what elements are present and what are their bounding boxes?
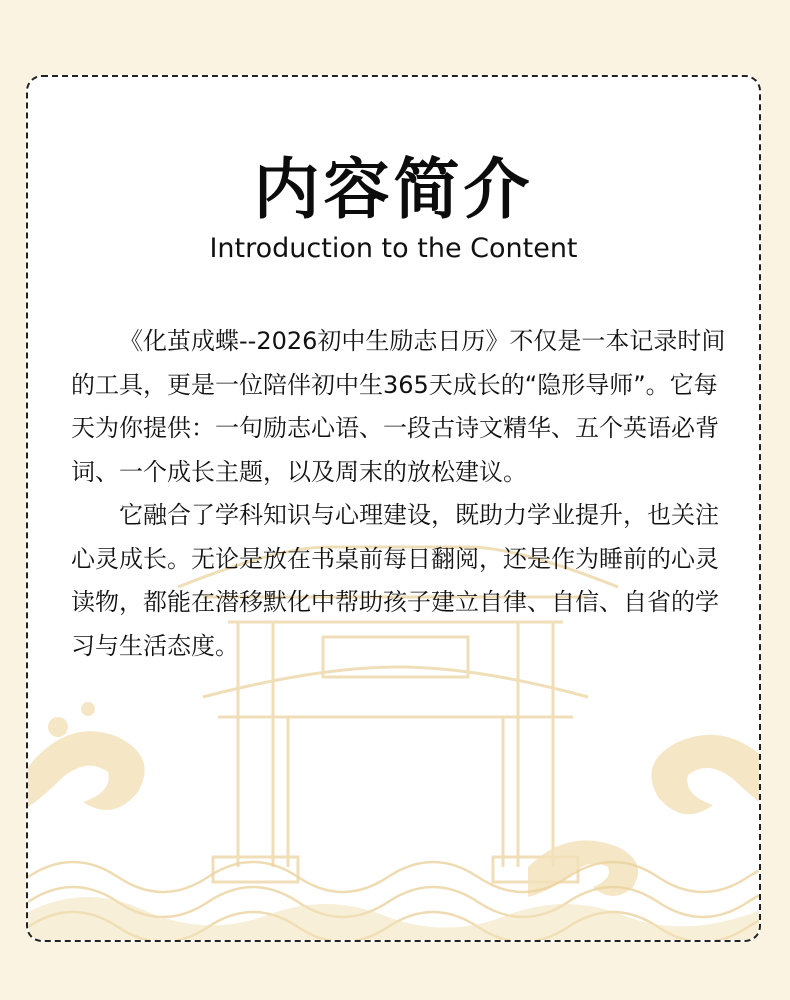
page-title: 内容简介 — [253, 151, 534, 228]
content-card — [26, 75, 761, 942]
page-subtitle: Introduction to the Content — [209, 233, 578, 264]
intro-text — [71, 320, 731, 668]
intro-paragraph-1: 《化茧成蝶--2026初中生励志日历》不仅是一本记录时间的工具，更是一位陪伴初中生365天成长的“隐形导师”。它每天为你提供：一句励志心语、一段古诗文精华、五个英语必背词、一个成长主题，以及周末的放松建议。 — [71, 327, 726, 486]
intro-paragraph-2: 它融合了学科知识与心理建设，既助力学业提升，也关注心灵成长。无论是放在书桌前每日翻阅，还是作为睡前的心灵读物，都能在潜移默化中帮助孩子建立自律、自信、自省的学习与生活态度。 — [71, 501, 719, 660]
